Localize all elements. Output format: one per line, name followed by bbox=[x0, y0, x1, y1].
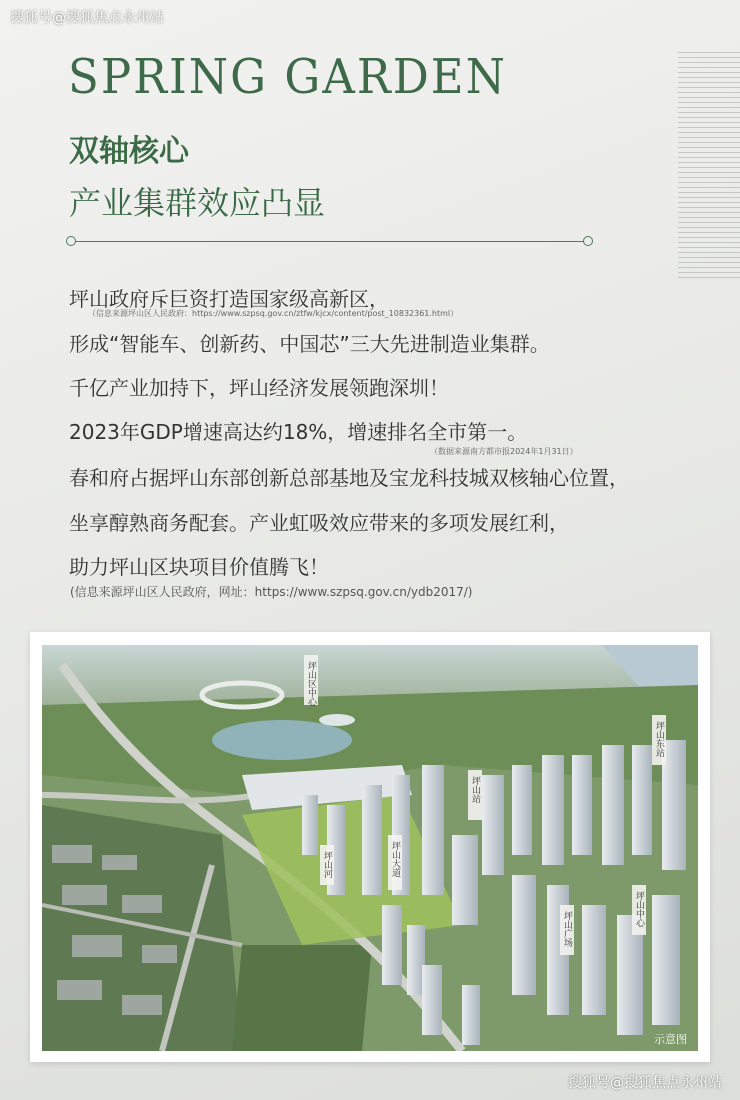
body-line-2: 形成“智能车、创新药、中国芯”三大先进制造业集群。 bbox=[69, 332, 550, 356]
body-line-3: 千亿产业加持下，坪山经济发展领跑深圳！ bbox=[69, 376, 449, 400]
body-line-1: 坪山政府斥巨资打造国家级高新区， bbox=[69, 287, 389, 311]
section-heading: 双轴核心 bbox=[69, 134, 189, 169]
section-subheading: 产业集群效应凸显 bbox=[69, 184, 326, 222]
map-label-1: 坪山区中心 bbox=[306, 661, 316, 706]
decorative-stripes bbox=[678, 52, 740, 278]
brand-title: SPRING GARDEN bbox=[68, 48, 508, 105]
aerial-city-rendering bbox=[42, 645, 698, 1051]
divider-dot-right bbox=[583, 236, 593, 246]
watermark-top: 搜狐号@搜狐焦点永州站 bbox=[10, 10, 164, 26]
source-url: (信息来源坪山区人民政府，网址：https://www.szpsq.gov.cn/ydb2017/) bbox=[70, 585, 473, 599]
map-label-3: 坪山大道 bbox=[390, 841, 400, 877]
body-line-5: 春和府占据坪山东部创新总部基地及宝龙科技城双核轴心位置， bbox=[69, 466, 629, 490]
source-note-2: （数据来源南方都市报2024年1月31日） bbox=[430, 447, 578, 456]
body-line-6: 坐享醇熟商务配套。产业虹吸效应带来的多项发展红利， bbox=[69, 511, 569, 535]
watermark-bottom: 搜狐号@搜狐焦点永州站 bbox=[568, 1075, 722, 1091]
map-label-6: 坪山东站 bbox=[654, 721, 664, 757]
body-line-4: 2023年GDP增速高达约18%，增速排名全市第一。 bbox=[69, 420, 528, 444]
map-label-4: 坪山广场 bbox=[562, 911, 572, 947]
aerial-photo-frame bbox=[30, 632, 710, 1062]
divider-dot-left bbox=[66, 236, 76, 246]
map-label-7: 坪山河 bbox=[322, 851, 332, 878]
map-caption: 示意图 bbox=[654, 1033, 687, 1046]
body-line-7: 助力坪山区块项目价值腾飞！ bbox=[69, 555, 329, 579]
map-label-2: 坪山站 bbox=[470, 776, 480, 803]
source-note-1: （信息来源坪山区人民政府：https://www.szpsq.gov.cn/ztfw/kjcx/content/post_10832361.html） bbox=[88, 309, 459, 318]
divider-line bbox=[70, 241, 588, 242]
map-label-5: 坪山中心 bbox=[634, 891, 644, 927]
